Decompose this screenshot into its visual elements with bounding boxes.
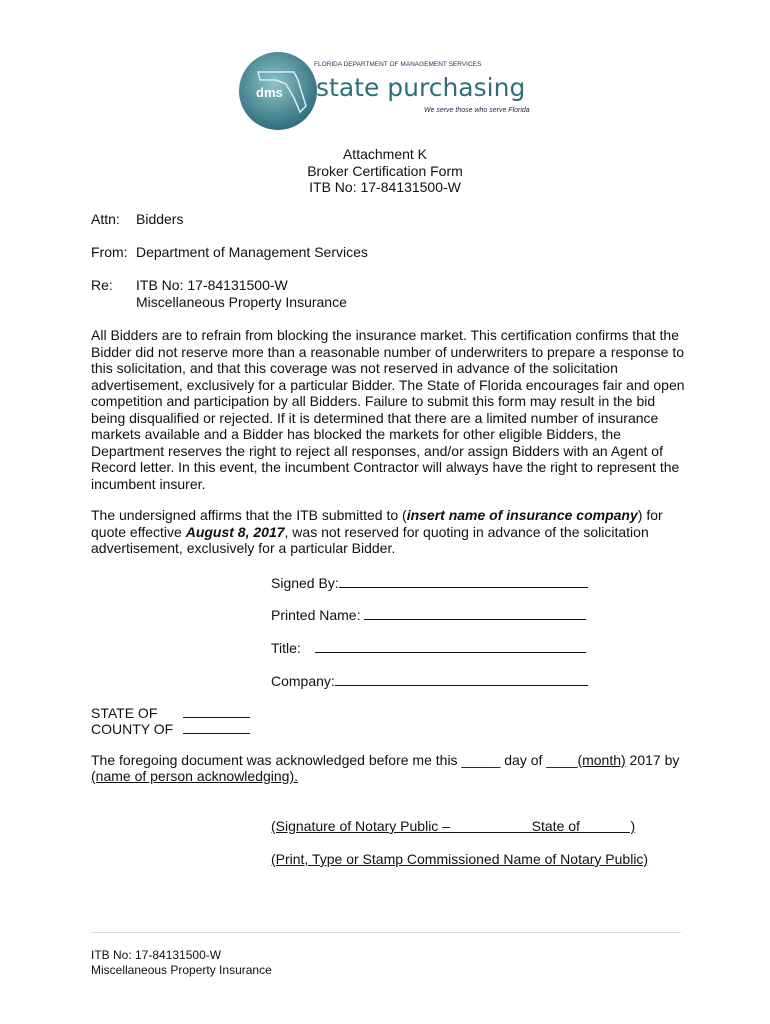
person-placeholder: (name of person acknowledging). — [91, 768, 299, 784]
acknowledgement-line — [91, 752, 679, 769]
logo-graphic — [236, 50, 536, 132]
affirm-text: , was not reserved for quoting in advance of the solicitation — [284, 523, 649, 540]
county-row — [91, 719, 250, 738]
paragraph-line: competition and participation by all Bidders. Failure to submit this form may result in the bid — [91, 393, 656, 409]
state-purchasing-logo — [236, 50, 536, 132]
month-placeholder: (month) — [577, 752, 626, 768]
document-title — [270, 146, 500, 196]
footer-line-1: ITB No: 17-84131500-W — [91, 948, 222, 962]
dms-badge: dms — [256, 85, 283, 100]
paragraph-line: Department reserves the right to reject all responses, and/or assign Bidders with an Agent of — [91, 442, 663, 459]
from-row — [91, 244, 368, 261]
re-value-2: Miscellaneous Property Insurance — [136, 294, 347, 310]
footer-divider — [91, 932, 681, 933]
brand-name: state purchasing — [316, 73, 526, 102]
insurance-company-placeholder: insert name of insurance company — [406, 507, 638, 523]
paragraph-line: being disqualified or rejected. If it is determined that there are a limited number of insurance — [91, 409, 659, 426]
re-row — [91, 277, 288, 294]
company-row — [271, 671, 588, 690]
paragraph-line — [91, 524, 691, 541]
from-label: From: — [91, 244, 128, 260]
ack-text: The foregoing document was acknowledged before me this _____ day of ____ — [91, 752, 578, 768]
ack-text: 2017 by — [625, 752, 680, 768]
company-field[interactable] — [335, 671, 588, 686]
notary-signature-line: (Signature of Notary Public – State of ) — [271, 818, 636, 834]
affirm-text: The undersigned affirms that the ITB submitted to ( — [91, 507, 407, 523]
signed-by-row — [271, 573, 588, 592]
paragraph-line: Record letter. In this event, the incumbent Contractor will always have the right to represent the — [91, 459, 680, 475]
paragraph-line — [91, 507, 691, 524]
title-row — [271, 638, 586, 657]
re-label: Re: — [91, 277, 113, 293]
printed-name-field[interactable] — [364, 605, 586, 620]
printed-name-label: Printed Name: — [271, 607, 361, 623]
title-field[interactable] — [315, 638, 586, 653]
agency-name: FLORIDA DEPARTMENT OF MANAGEMENT SERVICES — [314, 61, 482, 68]
effective-date: August 8, 2017 — [185, 523, 285, 540]
re-value-1: ITB No: 17-84131500-W — [136, 277, 288, 293]
county-label: COUNTY OF — [91, 721, 174, 737]
paragraph-line: All Bidders are to refrain from blocking the insurance market. This certification confirms that the — [91, 327, 679, 343]
affirmation-paragraph — [91, 507, 691, 557]
county-field[interactable] — [183, 719, 250, 734]
state-field[interactable] — [183, 703, 250, 718]
attn-value: Bidders — [136, 211, 184, 227]
title-line-2: Broker Certification Form — [307, 162, 463, 179]
tagline: We serve those who serve Florida — [424, 107, 530, 114]
attn-label: Attn: — [91, 211, 120, 227]
title-label: Title: — [271, 640, 301, 656]
title-line-3: ITB No: 17-84131500-W — [309, 179, 461, 195]
paragraph-line: markets available and a Bidder has blocked the markets for other eligible Bidders, the — [91, 426, 621, 442]
printed-name-row — [271, 605, 586, 624]
company-label: Company: — [271, 673, 335, 689]
footer-line-2: Miscellaneous Property Insurance — [91, 963, 272, 977]
paragraph-line: this solicitation, and that this coverage was not reserved in advance of the solicitation — [91, 360, 618, 376]
affirm-text: ) for — [637, 507, 663, 523]
from-value: Department of Management Services — [136, 244, 368, 260]
signed-by-label: Signed By: — [271, 575, 339, 591]
certification-paragraph — [91, 327, 691, 492]
title-line-1: Attachment K — [342, 146, 428, 162]
notary-name-line: (Print, Type or Stamp Commissioned Name of Notary Public) — [271, 851, 649, 867]
paragraph-line: advertisement, exclusively for a particular Bidder. — [91, 540, 396, 556]
paragraph-line: incumbent insurer. — [91, 475, 206, 492]
paragraph-line: advertisement, exclusively for a particular Bidder. The State of Florida encourages fair and open — [91, 376, 685, 393]
state-label: STATE OF — [91, 705, 158, 721]
footer — [91, 948, 272, 978]
attn-row — [91, 211, 183, 228]
affirm-text: quote effective — [91, 523, 186, 540]
paragraph-line: Bidder did not reserve more than a reasonable number of underwriters to prepare a response to — [91, 343, 685, 360]
signed-by-field[interactable] — [339, 573, 588, 588]
